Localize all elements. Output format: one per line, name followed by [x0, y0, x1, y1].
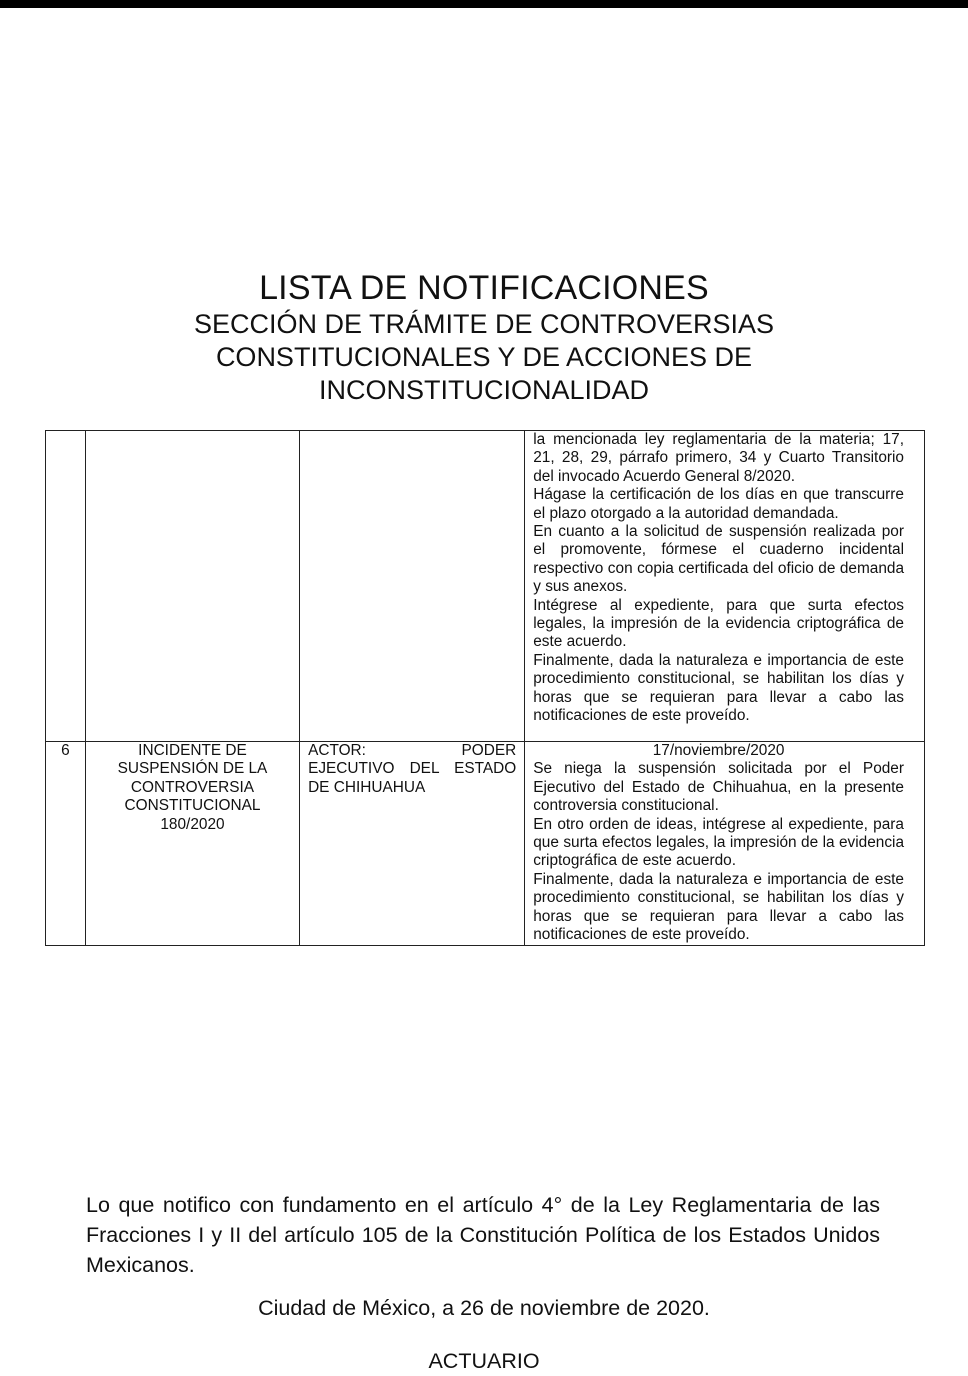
party-first-line: ACTOR: PODER	[308, 742, 517, 759]
agreement-paragraph: En otro orden de ideas, intégrese al expediente, para que surta efectos legales, la impresión de la evidencia criptográfica de este acuerdo.	[533, 815, 904, 870]
legal-basis-text: Lo que notifico con fundamento en el artículo 4° de la Ley Reglamentaria de las Fracciones I y II del artículo 105 de la Constitución Política de los Estados Unidos Mexicanos.	[86, 1193, 880, 1277]
row-number: 6	[46, 742, 86, 946]
expediente-cell	[85, 431, 299, 742]
table-row-continuation	[46, 431, 925, 742]
document-title: LISTA DE NOTIFICACIONES	[259, 269, 709, 307]
place-and-date: Ciudad de México, a 26 de noviembre de 2020.	[258, 1296, 710, 1320]
agreement-paragraph: Hágase la certificación de los días en que transcurre el plazo otorgado a la autoridad demandada.	[533, 486, 904, 522]
document-subtitle-line-3: INCONSTITUCIONALIDAD	[318, 375, 650, 405]
expediente-line: INCIDENTE DE	[138, 742, 247, 759]
expediente-cell	[85, 742, 299, 946]
expediente-line: 180/2020	[160, 815, 225, 833]
document-header	[0, 268, 968, 407]
agreement-paragraph: Intégrese al expediente, para que surta efectos legales, la impresión de la evidencia criptográfica de este acuerdo.	[533, 596, 904, 651]
party-cell	[300, 431, 525, 742]
agreement-paragraph: Finalmente, dada la naturaleza e importancia de este procedimiento constitucional, se habilitan los días y horas que se requieran para llevar a cabo las notificaciones de este proveído.	[533, 651, 904, 725]
expediente-line: CONSTITUCIONAL	[124, 797, 261, 815]
document-subtitle-line-2: CONSTITUCIONALES Y DE ACCIONES DE	[215, 342, 753, 372]
document-subtitle-line-1: SECCIÓN DE TRÁMITE DE CONTROVERSIAS	[193, 309, 775, 339]
expediente-line: CONTROVERSIA	[130, 778, 255, 796]
agreement-paragraph: Se niega la suspensión solicitada por el Poder Ejecutivo del Estado de Chihuahua, en la presente controversia constitucional.	[533, 760, 904, 815]
expediente-line: SUSPENSIÓN DE LA	[117, 760, 268, 778]
top-border-bar	[0, 0, 968, 8]
agreement-paragraph: la mencionada ley reglamentaria de la materia; 17, 21, 28, 29, párrafo primero, 34 y Cuarto Transitorio del invocado Acuerdo General 8/2020.	[533, 431, 904, 485]
agreement-date: 17/noviembre/2020	[652, 742, 785, 759]
party-cell	[300, 742, 525, 946]
agreement-paragraph: En cuanto a la solicitud de suspensión realizada por el promovente, fórmese el cuaderno incidental respectivo con copia certificada del oficio de demanda y sus anexos.	[533, 523, 904, 596]
agreement-text-cell	[525, 742, 925, 946]
agreement-text-cell	[525, 431, 925, 742]
party-rest: EJECUTIVO DEL ESTADO DE CHIHUAHUA	[308, 760, 517, 796]
table-row	[46, 742, 925, 946]
agreement-paragraph: Finalmente, dada la naturaleza e importancia de este procedimiento constitucional, se habilitan los días y horas que se requieran para llevar a cabo las notificaciones de este proveído.	[533, 870, 904, 944]
number-cell	[46, 431, 86, 742]
signature-title: ACTUARIO	[428, 1349, 540, 1373]
notifications-table	[45, 430, 925, 946]
